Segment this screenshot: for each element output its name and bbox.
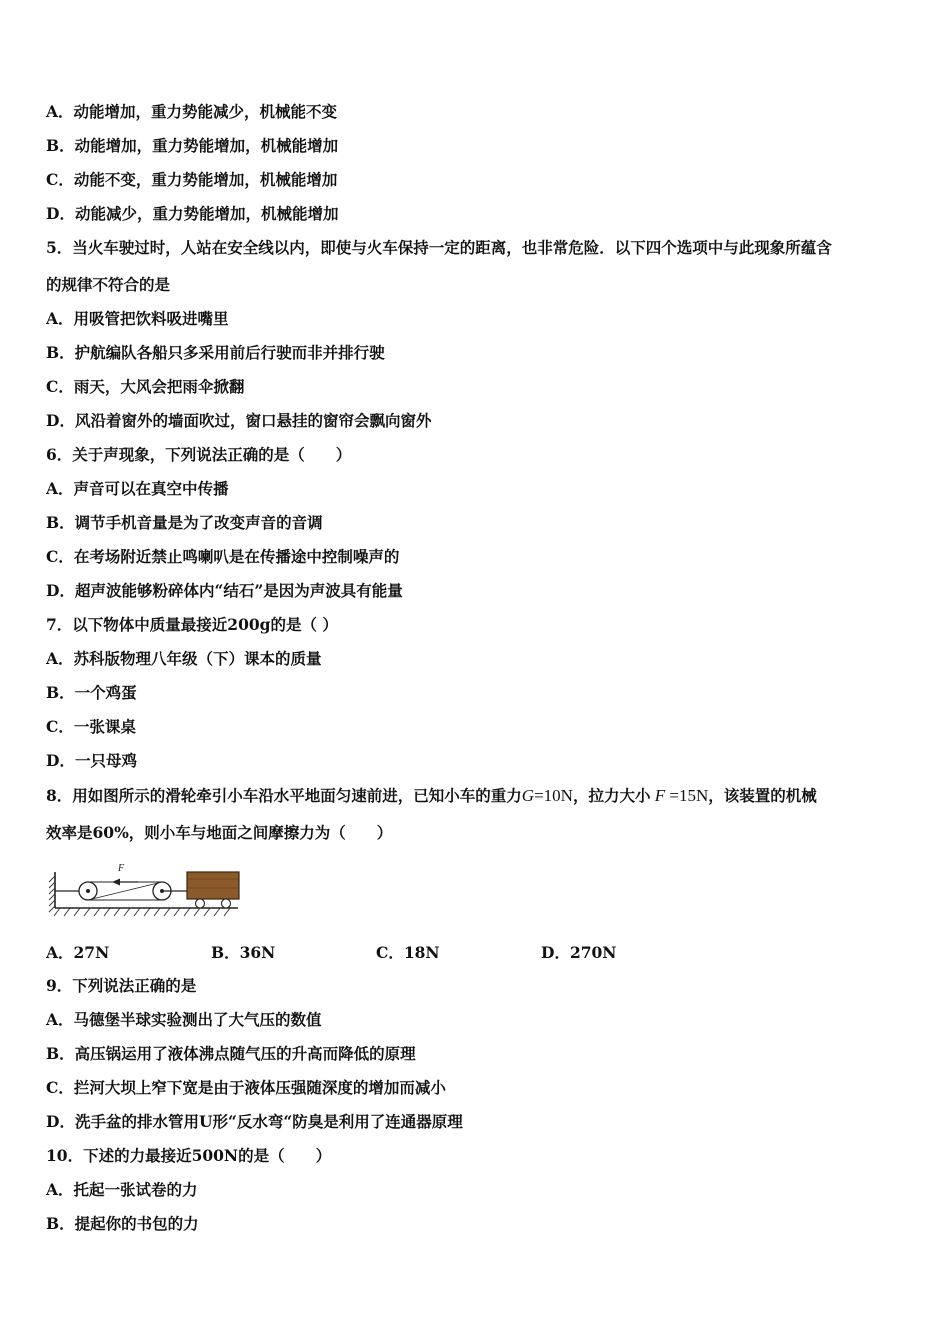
q4-option-d: D．动能减少，重力势能增加，机械能增加 (46, 204, 339, 223)
q8-option-b: B．36N (211, 943, 276, 962)
ground-hatching (54, 908, 230, 916)
q9-option-c: C．拦河大坝上窄下宽是由于液体压强随深度的增加而减小 (46, 1078, 446, 1097)
cart-wheel-left (196, 899, 205, 908)
q6-stem: 6．关于声现象，下列说法正确的是（ ） (46, 445, 352, 464)
q8-option-d: D．270N (541, 943, 617, 962)
q4-option-c: C．动能不变，重力势能增加，机械能增加 (46, 170, 338, 189)
force-arrow-head (112, 879, 120, 886)
q8-g-value: =10N (534, 786, 573, 805)
q8-stem-part-c: ，该装置的机械 (708, 786, 817, 805)
q4-option-b: B．动能增加，重力势能增加，机械能增加 (46, 136, 339, 155)
q10-option-a: A．托起一张试卷的力 (46, 1180, 198, 1199)
fixed-pulley-hub (86, 889, 90, 893)
q8-f-symbol: F (654, 786, 666, 805)
q6-option-a: A．声音可以在真空中传播 (46, 479, 229, 498)
q8-f-formula (650, 786, 708, 805)
q6-option-c: C．在考场附近禁止鸣喇叭是在传播途中控制噪声的 (46, 547, 400, 566)
q4-option-a: A．动能增加，重力势能减少，机械能不变 (46, 102, 338, 121)
q5-option-d: D．风沿着窗外的墙面吹过，窗口悬挂的窗帘会飘向窗外 (46, 411, 432, 430)
q5-stem-line2: 的规律不符合的是 (46, 275, 171, 294)
q8-option-a: A．27N (46, 943, 110, 962)
q7-option-b: B．一个鸡蛋 (46, 683, 137, 702)
q9-option-d: D．洗手盆的排水管用U形“反水弯“防臭是利用了连通器原理 (46, 1112, 463, 1131)
force-label: F (118, 863, 125, 874)
q7-option-a: A．苏科版物理八年级（下）课本的质量 (46, 649, 322, 668)
q6-option-d: D．超声波能够粉碎体内“结石”是因为声波具有能量 (46, 581, 403, 600)
rope-cross (88, 882, 162, 900)
q7-option-c: C．一张课桌 (46, 717, 136, 736)
q8-stem-part-b: ，拉力大小 (572, 786, 651, 805)
q7-option-d: D．一只母鸡 (46, 751, 137, 770)
q8-stem-line1 (46, 786, 817, 806)
q8-stem-line2: 效率是60%，则小车与地面之间摩擦力为（ ） (46, 823, 393, 842)
q8-stem-part-a: 8．用如图所示的滑轮牵引小车沿水平地面匀速前进，已知小车的重力 (46, 786, 522, 805)
cart-body (187, 872, 239, 899)
q9-option-b: B．高压锅运用了液体沸点随气压的升高而降低的原理 (46, 1044, 416, 1063)
q8-option-c: C．18N (376, 943, 440, 962)
q5-option-a: A．用吸管把饮料吸进嘴里 (46, 309, 229, 328)
q6-option-b: B．调节手机音量是为了改变声音的音调 (46, 513, 323, 532)
q8-f-value: =15N (669, 786, 709, 805)
wall-hatching (49, 876, 55, 912)
cart-wheel-right (222, 899, 231, 908)
pulley-cart-figure (46, 858, 246, 928)
q8-g-formula (522, 786, 573, 805)
q9-stem: 9．下列说法正确的是 (46, 976, 197, 995)
q5-option-c: C．雨天，大风会把雨伞掀翻 (46, 377, 245, 396)
q10-option-b: B．提起你的书包的力 (46, 1214, 199, 1233)
pulley-cart-diagram (46, 858, 246, 924)
q8-g-symbol: G (521, 786, 535, 805)
q8-options-row (0, 941, 950, 961)
q10-stem: 10．下述的力最接近500N的是（ ） (46, 1146, 332, 1165)
q5-stem-line1: 5．当火车驶过时，人站在安全线以内，即使与火车保持一定的距离，也非常危险．以下四个选项中与此现象所蕴含 (46, 238, 832, 257)
q9-option-a: A．马德堡半球实验测出了大气压的数值 (46, 1010, 322, 1029)
q5-option-b: B．护航编队各船只多采用前后行驶而非并排行驶 (46, 343, 385, 362)
q7-stem: 7．以下物体中质量最接近200g的是（ ） (46, 615, 338, 634)
